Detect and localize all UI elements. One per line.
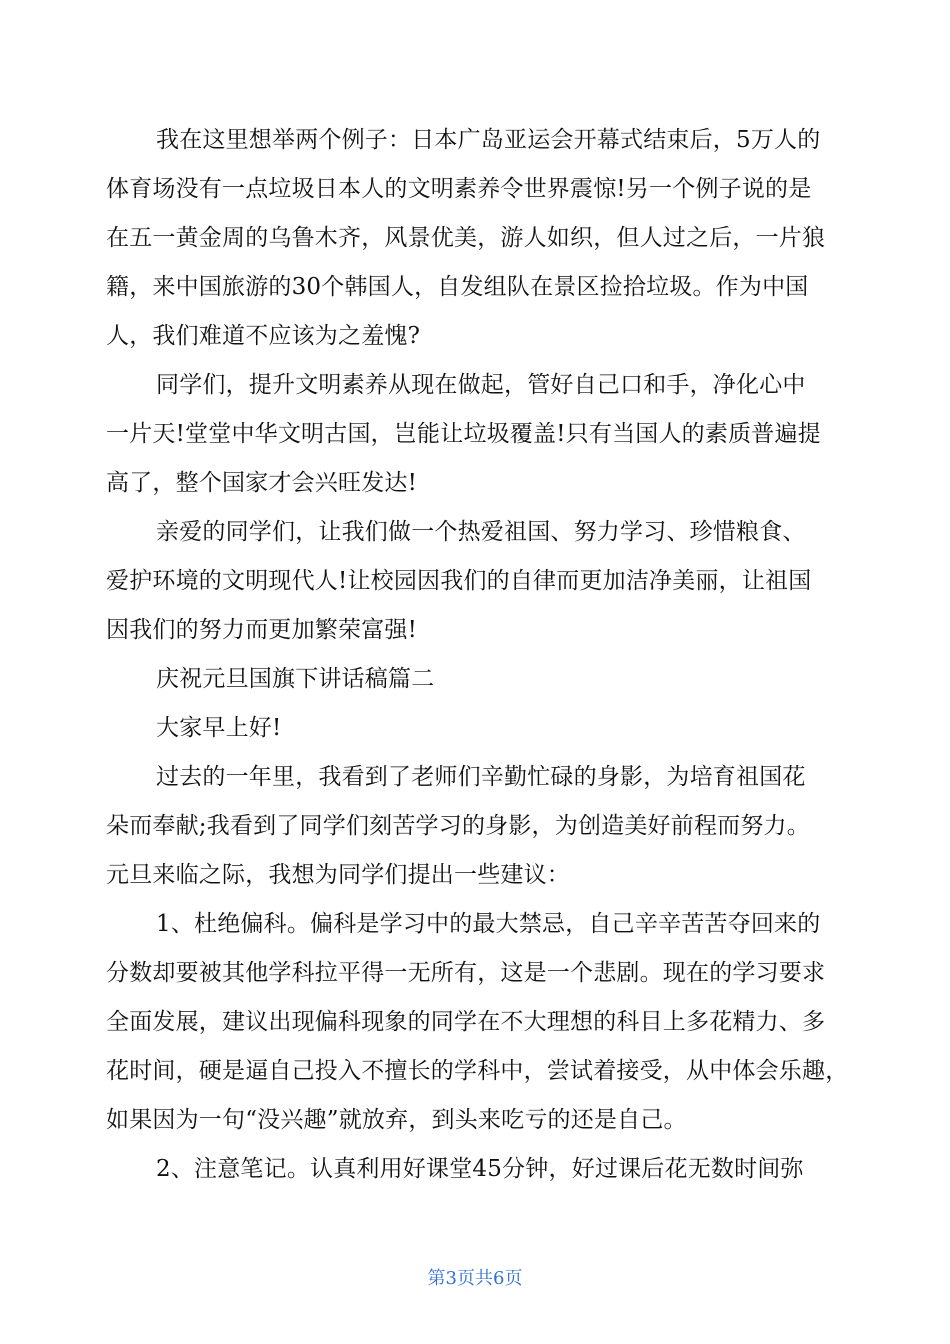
- text-line: 1、杜绝偏科。偏科是学习中的最大禁忌，自己辛辛苦苦夺回来的: [156, 911, 821, 937]
- text-line: 花时间，硬是逼自己投入不擅长的学科中，尝试着接受，从中体会乐趣，: [106, 1058, 849, 1084]
- text-line: 亲爱的同学们，让我们做一个热爱祖国、努力学习、珍惜粮食、: [156, 519, 806, 545]
- text-line: 全面发展，建议出现偏科现象的同学在不大理想的科目上多花精力、多: [106, 1009, 826, 1035]
- text-line: 元旦来临之际，我想为同学们提出一些建议：: [106, 862, 570, 888]
- text-line: 因我们的努力而更加繁荣富强!: [106, 617, 418, 643]
- text-line: 籍，来中国旅游的30个韩国人，自发组队在景区捡拾垃圾。作为中国: [106, 274, 809, 300]
- text-line: 高了，整个国家才会兴旺发达!: [106, 470, 418, 496]
- text-line: 我在这里想举两个例子：日本广岛亚运会开幕式结束后，5万人的: [156, 127, 821, 153]
- text-line: 爱护环境的文明现代人!让校园因我们的自律而更加洁净美丽，让祖国: [106, 568, 812, 594]
- text-line: 分数却要被其他学科拉平得一无所有，这是一个悲剧。现在的学习要求: [106, 960, 826, 986]
- greeting-line: 大家早上好!: [156, 715, 282, 741]
- text-line: 在五一黄金周的乌鲁木齐，风景优美，游人如织，但人过之后，一片狼: [106, 225, 826, 251]
- text-line: 过去的一年里，我看到了老师们辛勤忙碌的身影，为培育祖国花: [156, 764, 806, 790]
- text-line: 同学们，提升文明素养从现在做起，管好自己口和手，净化心中: [156, 372, 806, 398]
- document-body: [106, 116, 848, 1194]
- text-line: 如果因为一句“没兴趣”就放弃，到头来吃亏的还是自己。: [106, 1107, 687, 1133]
- section-heading: 庆祝元旦国旗下讲话稿篇二: [156, 666, 435, 692]
- text-line: 2、注意笔记。认真利用好课堂45分钟，好过课后花无数时间弥: [156, 1156, 804, 1182]
- page-number: 第3页共6页: [427, 1268, 523, 1289]
- text-line: 朵而奉献;我看到了同学们刻苦学习的身影，为创造美好前程而努力。: [106, 813, 810, 839]
- text-line: 一片天!堂堂中华文明古国，岂能让垃圾覆盖!只有当国人的素质普遍提: [106, 421, 821, 447]
- text-line: 体育场没有一点垃圾日本人的文明素养令世界震惊!另一个例子说的是: [106, 176, 812, 202]
- text-line: 人，我们难道不应该为之羞愧?: [106, 323, 421, 349]
